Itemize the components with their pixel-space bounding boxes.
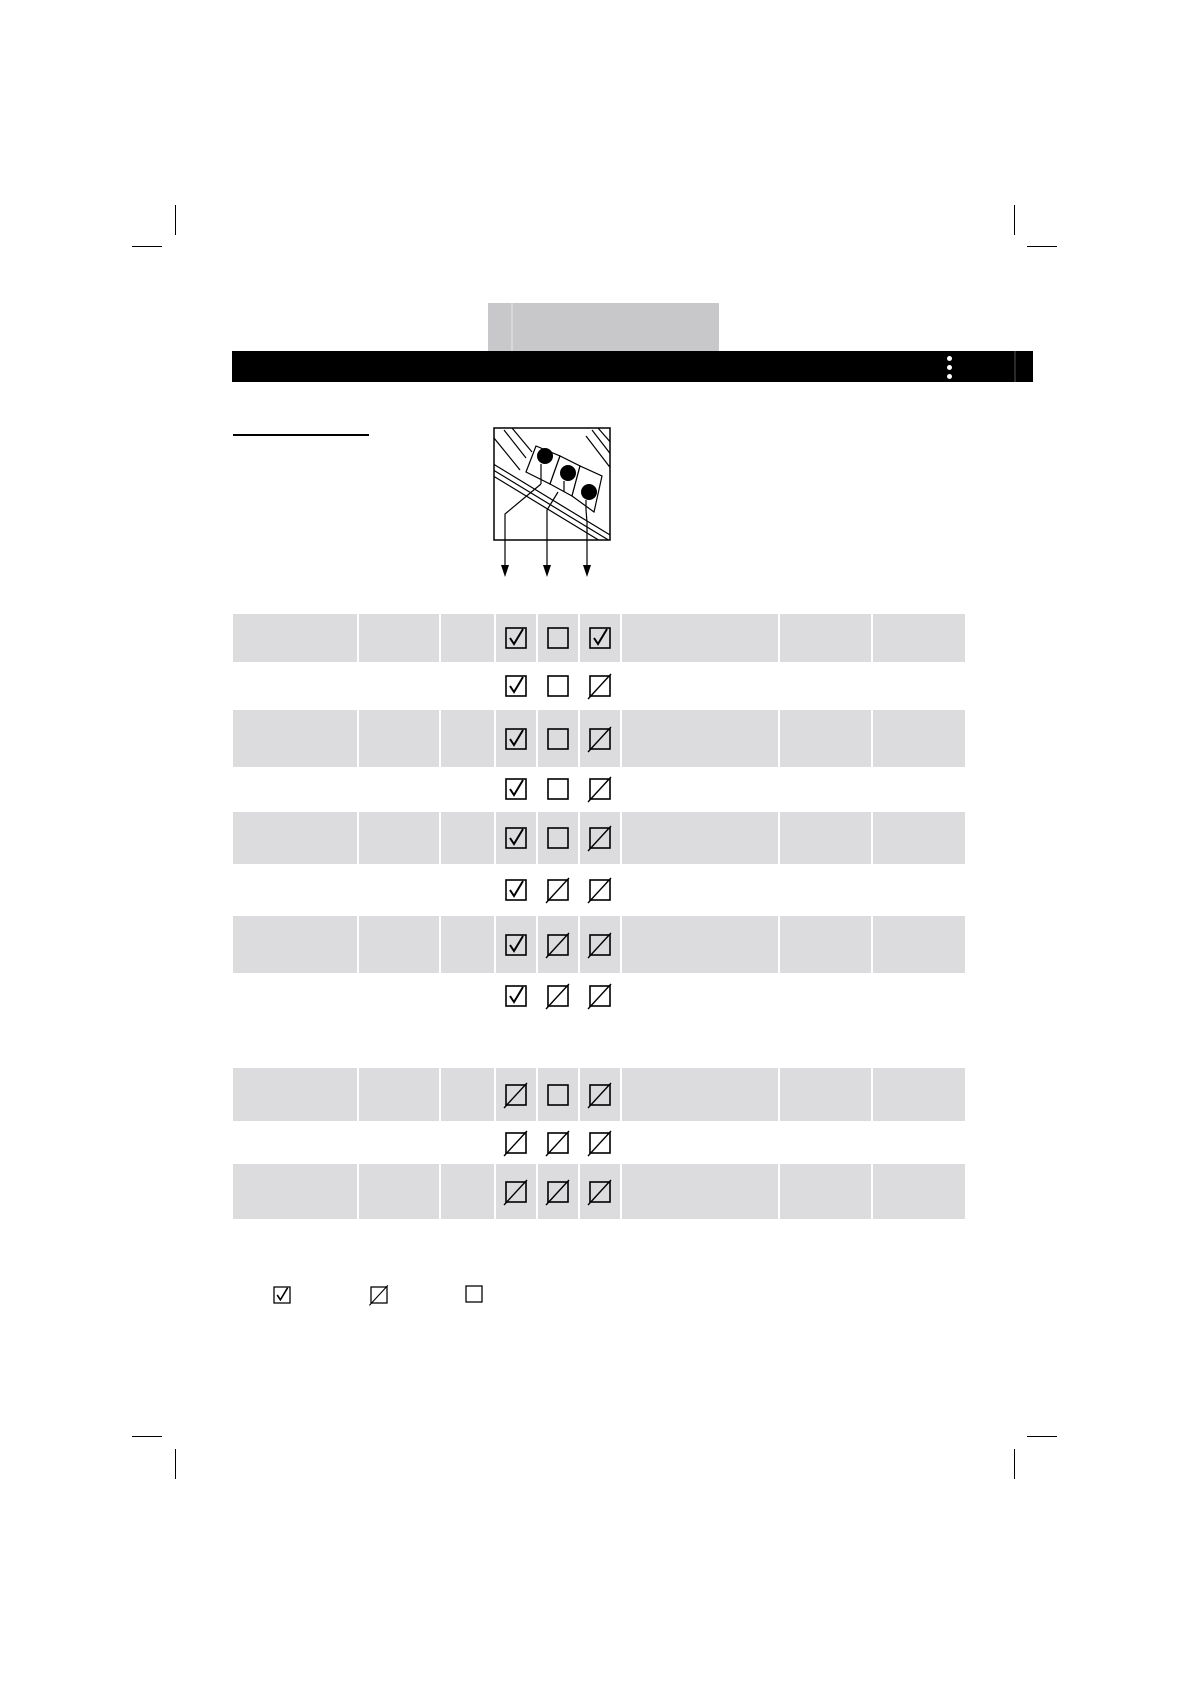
table-cell — [622, 664, 778, 707]
table-cell — [359, 1068, 439, 1121]
empty-box-icon — [543, 724, 573, 754]
table-cell — [441, 974, 494, 1018]
table-cell — [233, 664, 357, 707]
table-cell — [780, 710, 871, 767]
checked-box-icon — [501, 981, 531, 1011]
table-cell — [780, 664, 871, 707]
table-row — [233, 1068, 965, 1121]
section-title-bar — [232, 351, 1033, 382]
table-cell — [441, 1122, 494, 1164]
crop-mark — [1014, 1449, 1015, 1479]
table-cell — [441, 1164, 494, 1219]
table-cell — [780, 974, 871, 1018]
slashed-box-icon — [585, 823, 615, 853]
bar-divider — [1014, 351, 1016, 382]
crop-mark — [1027, 246, 1057, 247]
crop-mark — [132, 1436, 162, 1437]
crop-mark — [132, 246, 162, 247]
table-cell — [622, 1122, 778, 1164]
table-cell — [441, 916, 494, 973]
bar-dot — [947, 374, 952, 379]
table-row — [233, 1164, 965, 1219]
checked-box-icon — [501, 623, 531, 653]
table-cell — [359, 768, 439, 810]
crop-mark — [1014, 205, 1015, 235]
table-cell — [780, 812, 871, 864]
slashed-box-icon — [543, 1177, 573, 1207]
table-cell — [359, 614, 439, 662]
table-cell — [441, 864, 494, 916]
table-cell — [359, 812, 439, 864]
table-cell — [622, 864, 778, 916]
table-cell — [233, 1122, 357, 1164]
table-cell — [873, 1164, 965, 1219]
table-row — [233, 664, 965, 707]
table-cell — [622, 768, 778, 810]
section-tab — [488, 303, 719, 352]
table-cell — [780, 916, 871, 973]
slashed-box-icon — [501, 1080, 531, 1110]
table-cell — [873, 974, 965, 1018]
table-cell — [359, 974, 439, 1018]
table-cell — [359, 1164, 439, 1219]
table-cell — [622, 614, 778, 662]
empty-box-icon — [543, 774, 573, 804]
slashed-box-icon — [585, 774, 615, 804]
slashed-box-icon — [543, 1128, 573, 1158]
empty-box-icon — [543, 1080, 573, 1110]
table-cell — [873, 864, 965, 916]
table-cell — [780, 614, 871, 662]
table-row — [233, 768, 965, 810]
slashed-box-icon — [585, 671, 615, 701]
table-cell — [359, 916, 439, 973]
table-cell — [873, 1122, 965, 1164]
table-cell — [622, 916, 778, 973]
crop-mark — [1027, 1436, 1057, 1437]
checked-box-icon — [501, 930, 531, 960]
heading-underline — [233, 434, 369, 436]
table-cell — [441, 768, 494, 810]
table-row — [233, 812, 965, 864]
slashed-box-icon — [501, 1177, 531, 1207]
table-cell — [441, 664, 494, 707]
table-cell — [233, 974, 357, 1018]
table-cell — [359, 664, 439, 707]
slashed-box-icon — [543, 875, 573, 905]
checked-box-icon — [501, 875, 531, 905]
slashed-box-icon — [585, 875, 615, 905]
table-row — [233, 710, 965, 767]
bar-dot — [947, 356, 952, 361]
table-cell — [873, 768, 965, 810]
table-cell — [233, 916, 357, 973]
table-cell — [233, 768, 357, 810]
slashed-box-icon — [367, 1283, 391, 1307]
table-cell — [441, 1068, 494, 1121]
table-cell — [622, 812, 778, 864]
table-cell — [359, 864, 439, 916]
table-cell — [441, 812, 494, 864]
table-cell — [780, 1068, 871, 1121]
table-cell — [780, 1164, 871, 1219]
table-row — [233, 974, 965, 1018]
empty-box-icon — [543, 823, 573, 853]
table-cell — [780, 864, 871, 916]
table-cell — [873, 916, 965, 973]
empty-box-icon — [543, 671, 573, 701]
table-cell — [233, 614, 357, 662]
table-cell — [622, 710, 778, 767]
table-row — [233, 614, 965, 662]
table-cell — [233, 710, 357, 767]
table-cell — [873, 614, 965, 662]
checked-box-icon — [585, 623, 615, 653]
table-cell — [233, 1164, 357, 1219]
table-cell — [873, 1068, 965, 1121]
table-row — [233, 864, 965, 916]
crop-mark — [175, 205, 176, 235]
crop-mark — [175, 1449, 176, 1479]
table-row — [233, 916, 965, 973]
table-cell — [359, 1122, 439, 1164]
checked-box-icon — [270, 1283, 294, 1307]
table-cell — [622, 974, 778, 1018]
table-cell — [441, 614, 494, 662]
checked-box-icon — [501, 724, 531, 754]
empty-box-icon — [462, 1282, 486, 1306]
table-cell — [622, 1164, 778, 1219]
slashed-box-icon — [585, 1177, 615, 1207]
detergent-dispenser-icon — [490, 426, 615, 581]
table-cell — [780, 1122, 871, 1164]
table-cell — [441, 710, 494, 767]
table-cell — [359, 710, 439, 767]
table-cell — [873, 812, 965, 864]
tab-divider — [511, 303, 513, 352]
checked-box-icon — [501, 774, 531, 804]
slashed-box-icon — [585, 1128, 615, 1158]
slashed-box-icon — [585, 1080, 615, 1110]
bar-dot — [947, 365, 952, 370]
table-cell — [873, 710, 965, 767]
table-cell — [780, 768, 871, 810]
checked-box-icon — [501, 823, 531, 853]
table-cell — [233, 1068, 357, 1121]
slashed-box-icon — [585, 930, 615, 960]
slashed-box-icon — [543, 930, 573, 960]
slashed-box-icon — [585, 981, 615, 1011]
empty-box-icon — [543, 623, 573, 653]
table-row — [233, 1122, 965, 1164]
table-cell — [233, 864, 357, 916]
slashed-box-icon — [543, 981, 573, 1011]
table-cell — [873, 664, 965, 707]
table-cell — [233, 812, 357, 864]
slashed-box-icon — [501, 1128, 531, 1158]
checked-box-icon — [501, 671, 531, 701]
table-cell — [622, 1068, 778, 1121]
slashed-box-icon — [585, 724, 615, 754]
